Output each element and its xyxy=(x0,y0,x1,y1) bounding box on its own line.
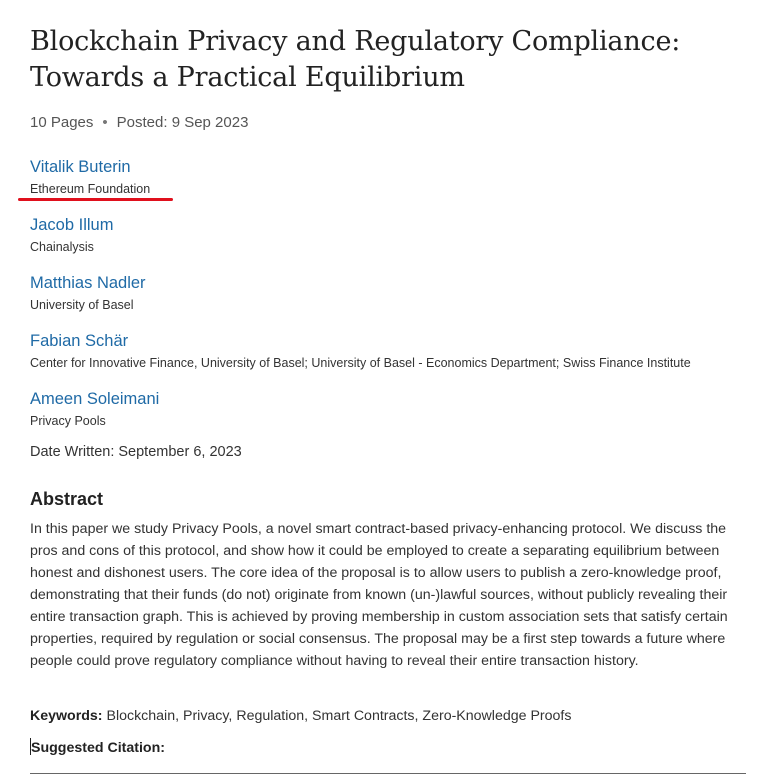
citation-divider xyxy=(30,773,746,774)
suggested-citation-heading xyxy=(30,737,165,759)
highlight-underline xyxy=(18,198,173,201)
author-affiliation: University of Basel xyxy=(30,298,134,312)
author-link[interactable]: Ameen Soleimani xyxy=(30,390,160,408)
author-entry xyxy=(30,271,750,329)
separator-dot: • xyxy=(102,114,108,131)
author-entry xyxy=(30,155,750,213)
author-affiliation: Chainalysis xyxy=(30,240,94,254)
page-count: 10 Pages xyxy=(30,114,94,131)
date-written: Date Written: September 6, 2023 xyxy=(30,444,242,460)
author-link[interactable]: Vitalik Buterin xyxy=(30,158,131,176)
paper-title: Blockchain Privacy and Regulatory Compliance: Towards a Practical Equilibrium xyxy=(30,26,681,93)
abstract-text: In this paper we study Privacy Pools, a novel smart contract-based privacy-enhancing protocol. We discuss the pros and cons of this protocol, and show how it could be employed to create a separating equilibrium between honest and dishonest users. The core idea of the proposal is to allow users to publish a zero-knowledge proof, demonstrating that their funds (do not) originate from known (un-)lawful sources, without publicly revealing their entire transaction graph. This is achieved by proving membership in custom association sets that satisfy certain properties, required by regulation or social consensus. The proposal may be a first step towards a future where people could prove regulatory compliance without having to reveal their entire transaction history. xyxy=(30,521,728,669)
suggested-citation-label: Suggested Citation: xyxy=(31,740,165,756)
author-affiliation: Privacy Pools xyxy=(30,414,106,428)
author-link[interactable]: Fabian Schär xyxy=(30,332,129,350)
author-entry xyxy=(30,329,750,387)
keywords-value: Blockchain, Privacy, Regulation, Smart Contracts, Zero-Knowledge Proofs xyxy=(106,708,572,724)
keywords xyxy=(30,705,750,727)
posted-date: Posted: 9 Sep 2023 xyxy=(116,114,249,131)
author-link[interactable]: Matthias Nadler xyxy=(30,274,146,292)
author-affiliation: Ethereum Foundation xyxy=(30,182,151,196)
keywords-label: Keywords: xyxy=(30,708,103,724)
author-entry xyxy=(30,213,750,271)
paper-meta xyxy=(30,112,248,134)
author-affiliation: Center for Innovative Finance, University of Basel; University of Basel - Economics Department; Swiss Finance Institute xyxy=(30,356,691,370)
abstract-heading: Abstract xyxy=(30,489,104,509)
author-entry xyxy=(30,387,750,445)
author-link[interactable]: Jacob Illum xyxy=(30,216,114,234)
